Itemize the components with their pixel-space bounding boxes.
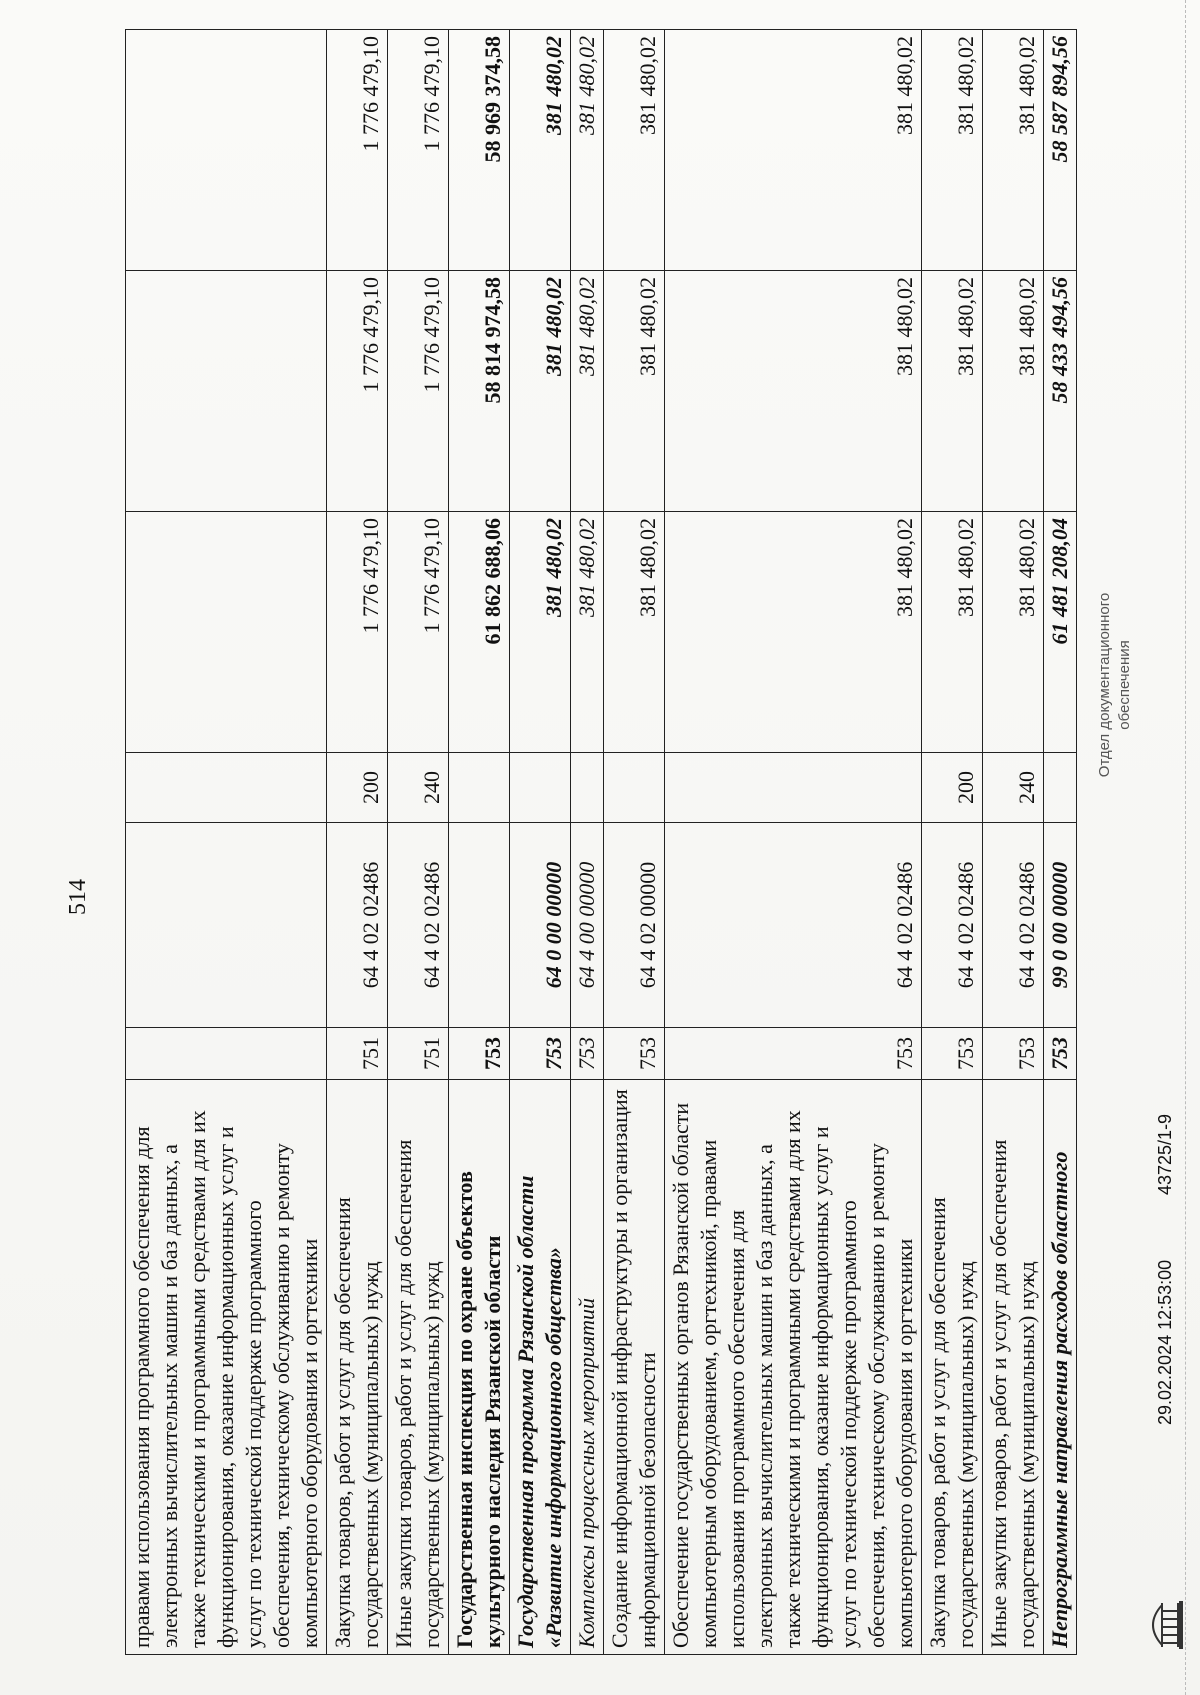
- stamp-line-1: Отдел документационного: [1096, 592, 1113, 778]
- row-department-code: 753: [983, 1028, 1044, 1080]
- table-row: [1044, 30, 1077, 1655]
- table-row: [571, 30, 604, 1655]
- row-target-article: 64 4 02 02486: [388, 823, 449, 1028]
- stamp-line-2: обеспечения: [1116, 640, 1133, 730]
- table-row: [665, 30, 922, 1655]
- table-row: [510, 30, 571, 1655]
- row-department-code: 753: [449, 1028, 510, 1080]
- row-sum-2024: 1 776 479,10: [327, 512, 388, 753]
- row-sum-2026: 381 480,02: [665, 30, 922, 271]
- row-sum-2025: 381 480,02: [665, 271, 922, 512]
- row-sum-2025: 1 776 479,10: [388, 271, 449, 512]
- row-sum-2026: 381 480,02: [604, 30, 665, 271]
- row-expense-type: [571, 753, 604, 823]
- row-department-code: [126, 1028, 327, 1080]
- row-sum-2024: 381 480,02: [922, 512, 983, 753]
- table-row: [327, 30, 388, 1655]
- row-department-code: 753: [510, 1028, 571, 1080]
- row-department-code: 751: [388, 1028, 449, 1080]
- row-sum-2026: 381 480,02: [571, 30, 604, 271]
- row-expense-type: [126, 753, 327, 823]
- row-sum-2024: 381 480,02: [665, 512, 922, 753]
- row-sum-2026: 58 587 894,56: [1044, 30, 1077, 271]
- table-row: [449, 30, 510, 1655]
- row-name: Комплексы процессных мероприятий: [571, 1080, 604, 1655]
- row-expense-type: [449, 753, 510, 823]
- row-sum-2024: 381 480,02: [604, 512, 665, 753]
- row-department-code: 753: [571, 1028, 604, 1080]
- row-target-article: 64 4 02 02486: [327, 823, 388, 1028]
- budget-table: [125, 29, 1077, 1655]
- row-expense-type: 240: [983, 753, 1044, 823]
- row-name: Закупка товаров, работ и услуг для обеспечения государственных (муниципальных) нужд: [327, 1080, 388, 1655]
- row-department-code: 753: [604, 1028, 665, 1080]
- row-sum-2024: 381 480,02: [571, 512, 604, 753]
- table-row: [604, 30, 665, 1655]
- row-sum-2024: 61 481 208,04: [1044, 512, 1077, 753]
- margin-divider: [1185, 0, 1190, 1695]
- row-expense-type: [604, 753, 665, 823]
- row-name: Государственная программа Рязанской области «Развитие информационного общества»: [510, 1080, 571, 1655]
- footer-date: 29.02.2024 12:53:00: [1155, 1259, 1175, 1425]
- row-name: правами использования программного обеспечения для электронных вычислительных машин и баз данных, а также техническими и программными средствами для их функционирования, оказание информационных услуг и услуг по технической поддержке программного обеспечения, техническому обслуживанию и ремонту компьютерного оборудования и оргтехники: [126, 1080, 327, 1655]
- row-sum-2024: 381 480,02: [983, 512, 1044, 753]
- row-expense-type: 240: [388, 753, 449, 823]
- row-department-code: 753: [922, 1028, 983, 1080]
- row-sum-2024: 1 776 479,10: [388, 512, 449, 753]
- row-target-article: 64 4 02 02486: [665, 823, 922, 1028]
- page-number: 514: [65, 879, 91, 915]
- row-target-article: 64 4 02 00000: [604, 823, 665, 1028]
- row-department-code: 751: [327, 1028, 388, 1080]
- table-body: [126, 30, 1077, 1655]
- table-row: [388, 30, 449, 1655]
- row-name: Создание информационной инфраструктуры и организация информационной безопасности: [604, 1080, 665, 1655]
- row-sum-2025: [126, 271, 327, 512]
- footer-code: 43725/1-9: [1155, 1113, 1175, 1195]
- row-expense-type: 200: [922, 753, 983, 823]
- row-sum-2025: 381 480,02: [983, 271, 1044, 512]
- row-sum-2025: 381 480,02: [922, 271, 983, 512]
- row-sum-2025: 58 814 974,58: [449, 271, 510, 512]
- row-sum-2026: 58 969 374,58: [449, 30, 510, 271]
- row-department-code: 753: [665, 1028, 922, 1080]
- department-stamp: [1095, 555, 1135, 815]
- row-sum-2024: 381 480,02: [510, 512, 571, 753]
- row-sum-2026: 1 776 479,10: [388, 30, 449, 271]
- row-target-article: [126, 823, 327, 1028]
- row-name: Государственная инспекция по охране объектов культурного наследия Рязанской области: [449, 1080, 510, 1655]
- row-sum-2025: 381 480,02: [510, 271, 571, 512]
- row-name: Закупка товаров, работ и услуг для обеспечения государственных (муниципальных) нужд: [922, 1080, 983, 1655]
- row-sum-2024: 61 862 688,06: [449, 512, 510, 753]
- row-name: Иные закупки товаров, работ и услуг для обеспечения государственных (муниципальных) нужд: [388, 1080, 449, 1655]
- row-name: Иные закупки товаров, работ и услуг для обеспечения государственных (муниципальных) нужд: [983, 1080, 1044, 1655]
- table-row: [922, 30, 983, 1655]
- row-name: Непрограммные направления расходов областного: [1044, 1080, 1077, 1655]
- row-target-article: 64 4 02 02486: [922, 823, 983, 1028]
- logo-icon: [1140, 1595, 1185, 1655]
- row-sum-2024: [126, 512, 327, 753]
- row-expense-type: [510, 753, 571, 823]
- row-target-article: [449, 823, 510, 1028]
- row-target-article: 64 4 00 00000: [571, 823, 604, 1028]
- row-expense-type: [1044, 753, 1077, 823]
- row-sum-2025: 381 480,02: [604, 271, 665, 512]
- row-target-article: 64 4 02 02486: [983, 823, 1044, 1028]
- row-expense-type: [665, 753, 922, 823]
- row-sum-2025: 58 433 494,56: [1044, 271, 1077, 512]
- row-sum-2025: 381 480,02: [571, 271, 604, 512]
- row-sum-2026: 381 480,02: [983, 30, 1044, 271]
- row-sum-2026: 381 480,02: [922, 30, 983, 271]
- row-target-article: 64 0 00 00000: [510, 823, 571, 1028]
- row-target-article: 99 0 00 00000: [1044, 823, 1077, 1028]
- row-sum-2026: 1 776 479,10: [327, 30, 388, 271]
- table-row: [983, 30, 1044, 1655]
- row-sum-2025: 1 776 479,10: [327, 271, 388, 512]
- row-expense-type: 200: [327, 753, 388, 823]
- row-name: Обеспечение государственных органов Рязанской области компьютерным оборудованием, оргтехникой, правами использования программного обеспечения для электронных вычислительных машин и баз данных, а также техническими и программными средствами для их функционирования, оказание информационных услуг и услуг по технической поддержке программного обеспечения, техническому обслуживанию и ремонту компьютерного оборудования и оргтехники: [665, 1080, 922, 1655]
- row-sum-2026: [126, 30, 327, 271]
- row-sum-2026: 381 480,02: [510, 30, 571, 271]
- table-row: [126, 30, 327, 1655]
- row-department-code: 753: [1044, 1028, 1077, 1080]
